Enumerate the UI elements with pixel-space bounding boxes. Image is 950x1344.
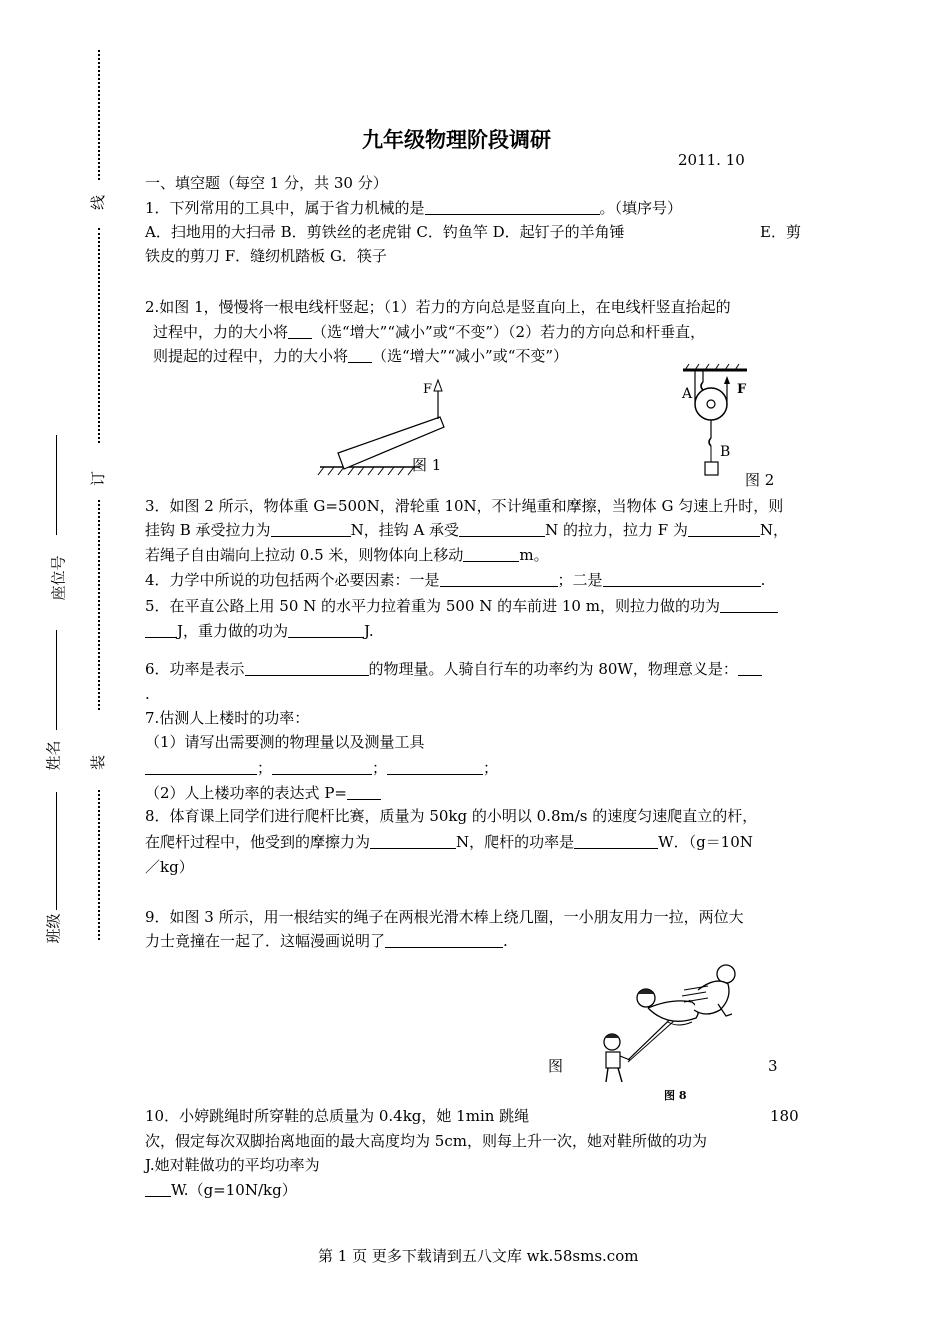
question-1-options-1: A．扫地用的大扫帚 B．剪铁丝的老虎钳 C．钓鱼竿 D．起钉子的羊角锤 <box>145 223 625 241</box>
question-8-line3: ／kg） <box>145 858 194 876</box>
question-10-line4: W.（g=10N/kg） <box>145 1180 297 1200</box>
question-9-line2: 力士竟撞在一起了．这幅漫画说明了 . <box>145 932 508 950</box>
question-1-options-1e: E．剪 <box>760 223 801 241</box>
question-3-line3: 若绳子自由端向上拉动 0.5 米，则物体向上移动 m。 <box>145 546 549 564</box>
answer-blank[interactable] <box>348 347 372 363</box>
binding-dots-bottom <box>98 790 100 940</box>
seat-number-label: 座位号 <box>49 555 68 601</box>
answer-blank[interactable] <box>370 833 456 849</box>
question-8-line1: 8．体育课上同学们进行爬杆比赛，质量为 50kg 的小明以 0.8m/s 的速度匀速爬直立的杆， <box>145 807 758 825</box>
answer-blank[interactable] <box>385 932 503 948</box>
question-8-line2: 在爬杆过程中，他受到的摩擦力为 N，爬杆的功率是 W．（g＝10N <box>145 833 753 851</box>
answer-blank[interactable] <box>574 833 658 849</box>
figure-3-small-label: 图 8 <box>664 1089 687 1102</box>
question-10-line1: 10．小婷跳绳时所穿鞋的总质量为 0.4kg，她 1min 跳绳 <box>145 1107 530 1125</box>
page-footer: 第 1 页 更多下载请到五八文库 wk.58sms.com <box>318 1247 639 1265</box>
question-6: 6．功率是表示 的物理量。人骑自行车的功率约为 80W，物理意义是： <box>145 659 762 679</box>
answer-blank[interactable] <box>440 571 558 587</box>
answer-blank[interactable] <box>463 546 519 562</box>
question-10-line3: J.她对鞋做功的平均功率为 <box>145 1156 320 1174</box>
section-heading: 一、填空题（每空 1 分，共 30 分） <box>145 174 388 192</box>
question-7-stem: 7.估测人上楼时的功率： <box>145 709 310 727</box>
answer-blank[interactable] <box>271 521 351 537</box>
answer-blank[interactable] <box>720 597 778 613</box>
question-7-sub1: （1）请写出需要测的物理量以及测量工具 <box>145 733 425 751</box>
answer-blank[interactable] <box>288 323 312 339</box>
page-title: 九年级物理阶段调研 <box>362 127 551 152</box>
question-5-line2: J，重力做的功为 J. <box>145 621 374 641</box>
figure-2-label-b: B <box>720 444 731 460</box>
answer-blank[interactable] <box>272 759 372 775</box>
answer-blank[interactable] <box>738 660 762 676</box>
student-name-line <box>56 630 57 730</box>
answer-blank[interactable] <box>688 521 760 537</box>
question-10-line1-num: 180 <box>770 1107 799 1125</box>
question-5-line1: 5．在平直公路上用 50 N 的水平力拉着重为 500 N 的车前进 10 m，则拉力做的功为 <box>145 596 778 616</box>
question-10-line2: 次，假定每次双脚抬离地面的最大高度均为 5cm，则每上升一次，她对鞋所做的功为 <box>145 1132 707 1150</box>
answer-blank[interactable] <box>459 521 545 537</box>
seat-number-line <box>56 435 57 535</box>
question-1-options-2: 铁皮的剪刀 F．缝纫机踏板 G．筷子 <box>145 247 387 265</box>
question-7-blanks: ； ； ； <box>145 758 498 778</box>
binding-dots-mid2 <box>98 500 100 710</box>
exam-date: 2011. 10 <box>678 151 745 169</box>
figure-2-label-a: A <box>682 386 693 402</box>
question-7-sub2: （2）人上楼功率的表达式 P= <box>145 783 381 803</box>
answer-blank[interactable] <box>603 571 761 587</box>
figure-3-caption-right: 3 <box>768 1057 778 1075</box>
figure-3-cartoon <box>598 960 748 1090</box>
binding-label-line: 线 <box>89 194 108 211</box>
answer-blank[interactable] <box>145 1181 171 1197</box>
answer-blank[interactable] <box>387 759 483 775</box>
answer-blank[interactable] <box>425 199 600 215</box>
binding-label-order: 订 <box>89 470 108 487</box>
binding-label-bind: 装 <box>89 754 108 771</box>
question-3-line1: 3．如图 2 所示，物体重 G=500N，滑轮重 10N，不计绳重和摩擦，当物体 G 匀速上升时，则 <box>145 497 784 515</box>
figure-2-label-f: F <box>737 382 747 397</box>
figure-2-caption: 图 2 <box>745 471 775 489</box>
question-1-stem: 1．下列常用的工具中，属于省力机械的是 。（填序号） <box>145 199 683 217</box>
figure-1-caption: 图 1 <box>412 456 442 474</box>
figure-3-caption-left: 图 <box>548 1057 564 1075</box>
question-9-line1: 9．如图 3 所示，用一根结实的绳子在两根光滑木棒上绕几圈，一小朋友用力一拉，两位大 <box>145 908 744 926</box>
answer-blank[interactable] <box>145 622 177 638</box>
binding-dots-mid1 <box>98 228 100 443</box>
class-line <box>56 792 57 910</box>
answer-blank[interactable] <box>347 784 381 800</box>
question-2-line3: 则提起的过程中，力的大小将 （选“增大”“减小”或“不变”） <box>153 347 569 365</box>
question-2-line2: 过程中，力的大小将 （选“增大”“减小”或“不变”）（2）若力的方向总和杆垂直， <box>153 323 706 341</box>
question-4: 4．力学中所说的功包括两个必要因素：一是 ；二是 . <box>145 571 766 589</box>
student-name-label: 姓名 <box>44 740 63 771</box>
question-6-end: . <box>145 685 150 703</box>
figure-1-force-label: F <box>423 382 433 397</box>
answer-blank[interactable] <box>145 759 257 775</box>
binding-dots-top <box>98 50 100 180</box>
question-2-line1: 2.如图 1，慢慢将一根电线杆竖起；（1）若力的方向总是竖直向上，在电线杆竖直抬起的 <box>145 298 731 316</box>
question-3-line2: 挂钩 B 承受拉力为 N，挂钩 A 承受 N 的拉力，拉力 F 为 N， <box>145 521 789 539</box>
answer-blank[interactable] <box>288 622 364 638</box>
class-label: 班级 <box>44 913 63 944</box>
answer-blank[interactable] <box>245 660 369 676</box>
